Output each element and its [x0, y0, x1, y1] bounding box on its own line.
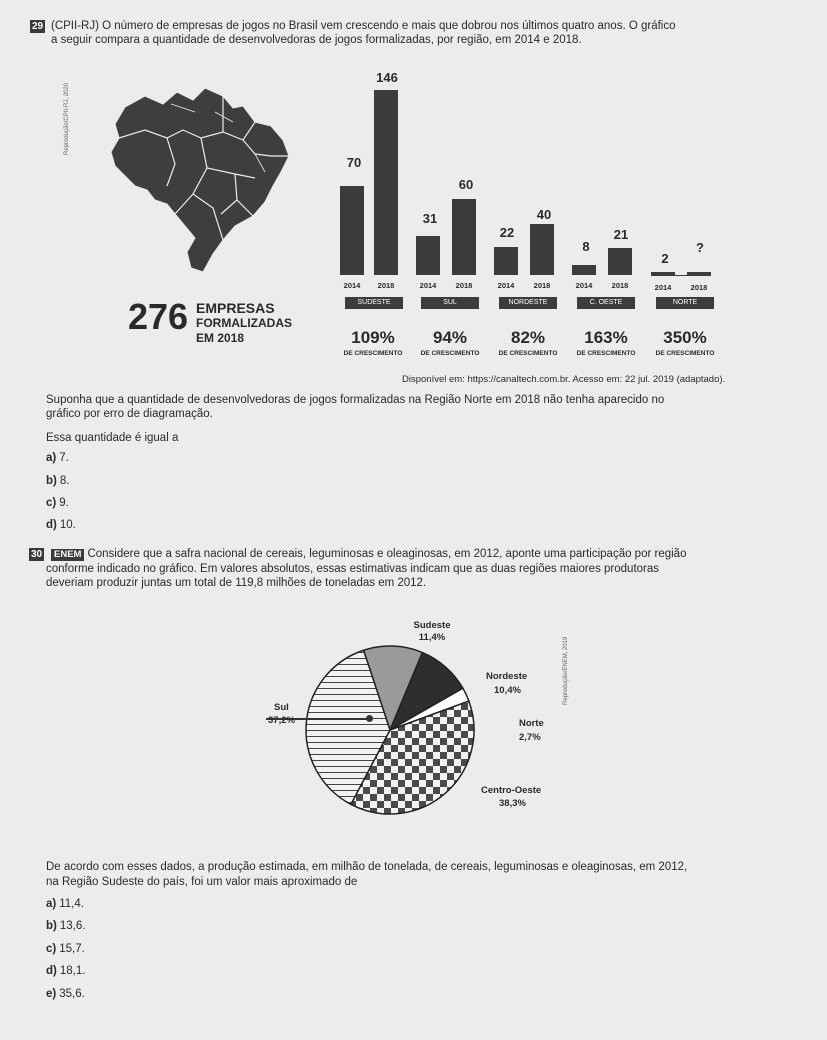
q29-option-a[interactable]: a) 7.	[46, 452, 69, 464]
growth-norte: 350%	[663, 328, 707, 347]
pie-value-centro-oeste: 38,3%	[499, 798, 526, 809]
value-label-sul-2018: 60	[458, 177, 474, 192]
growth-coeste: 163%	[584, 328, 628, 347]
bar-nordeste-2014	[494, 247, 518, 275]
image-credit-29: Reprodução/CPII-RJ, 2020	[64, 82, 70, 155]
norte-fraction-line	[651, 275, 711, 276]
q30-option-a[interactable]: a) 11,4.	[46, 898, 84, 910]
growth-caption: DE CRESCIMENTO	[498, 350, 558, 357]
bar-sul-2018	[452, 199, 476, 275]
pie-slices	[306, 646, 474, 814]
year-label: 2014	[497, 281, 515, 290]
q30-option-d[interactable]: d) 18,1.	[46, 965, 86, 977]
bars-coeste	[572, 0, 642, 275]
pie-label-centro-oeste: Centro-Oeste	[481, 785, 542, 796]
growth-caption: DE CRESCIMENTO	[576, 350, 636, 357]
q29-paragraph-2: gráfico por erro de diagramação.	[46, 408, 213, 420]
region-label-sul: SUL	[421, 297, 479, 309]
image-credit-30: Reprodução/ENEM, 2019	[563, 636, 569, 705]
region-label-sudeste: SUDESTE	[345, 297, 403, 309]
growth-caption: DE CRESCIMENTO	[420, 350, 480, 357]
value-label-norte-2014: 2	[661, 251, 669, 266]
bar-sul-2014	[416, 236, 440, 275]
pie-label-sul: Sul	[274, 702, 289, 713]
pie-value-norte: 2,7%	[519, 732, 541, 743]
growth-sudeste: 109%	[351, 328, 395, 347]
question-29-text-1: (CPII-RJ) O número de empresas de jogos no Brasil vem crescendo e mais que dobrou nos últimos quatro anos. O gráfico	[51, 20, 676, 32]
pie-label-sudeste: Sudeste	[413, 620, 451, 631]
question-30-text-1: ENEM Considere que a safra nacional de cereais, leguminosas e oleaginosas, em 2012, aponte uma participação por região	[51, 547, 686, 561]
q30-option-c[interactable]: c) 15,7.	[46, 943, 85, 955]
region-label-coeste: C. OESTE	[577, 297, 635, 309]
pie-value-sul: 37,2%	[268, 715, 295, 726]
year-label: 2018	[533, 281, 551, 290]
year-label: 2014	[343, 281, 361, 290]
question-29-number: 29	[31, 21, 44, 32]
total-label-3: EM 2018	[196, 331, 245, 345]
year-label: 2014	[419, 281, 437, 290]
question-29-text-2: a seguir compara a quantidade de desenvolvedoras de jogos formalizadas, por região, em 2014 e 2018.	[51, 34, 582, 46]
regional-pie-chart	[300, 640, 480, 820]
year-label: 2018	[690, 283, 708, 292]
bar-nordeste-2018	[530, 224, 554, 275]
bar-coeste-2014	[572, 265, 596, 275]
source-citation: Disponível em: https://canaltech.com.br. Acesso em: 22 jul. 2019 (adaptado).	[402, 374, 726, 385]
value-label-norte-2018: ?	[696, 240, 704, 255]
q30-option-e[interactable]: e) 35,6.	[46, 988, 85, 1000]
question-30-text-2: conforme indicado no gráfico. Em valores absolutos, essas estimativas indicam que as duas regiões maiores produtoras	[46, 563, 660, 575]
brazil-map	[105, 82, 300, 282]
growth-caption: DE CRESCIMENTO	[343, 350, 403, 357]
question-30-text-3: deveriam produzir juntas um total de 119,8 milhões de toneladas em 2012.	[46, 577, 427, 589]
value-label-coeste-2014: 8	[582, 239, 590, 254]
q29-option-b[interactable]: b) 8.	[46, 475, 70, 487]
value-label-sudeste-2018: 146	[376, 70, 398, 85]
value-label-nordeste-2014: 22	[499, 225, 515, 240]
pie-value-sudeste: 11,4%	[418, 632, 446, 643]
pie-leader-dot-sul	[366, 715, 373, 722]
bars-norte	[651, 0, 721, 275]
value-label-sudeste-2014: 70	[346, 155, 362, 170]
growth-caption: DE CRESCIMENTO	[655, 350, 715, 357]
growth-nordeste: 82%	[510, 328, 546, 347]
year-label: 2014	[575, 281, 593, 290]
value-label-nordeste-2018: 40	[536, 207, 552, 222]
year-label: 2018	[455, 281, 473, 290]
value-label-coeste-2018: 21	[613, 227, 629, 242]
q29-paragraph-1: Suponha que a quantidade de desenvolvedoras de jogos formalizadas na Região Norte em 2018 não tenha aparecido no	[46, 394, 665, 406]
total-number: 276	[128, 296, 189, 337]
total-label-2: FORMALIZADAS	[196, 316, 292, 330]
bar-norte-2014	[651, 272, 675, 275]
bar-sudeste-2014	[340, 186, 364, 275]
growth-sul: 94%	[432, 328, 468, 347]
year-label: 2014	[654, 283, 672, 292]
year-label: 2018	[611, 281, 629, 290]
pie-label-nordeste: Nordeste	[486, 671, 528, 682]
bar-sudeste-2018	[374, 90, 398, 275]
total-label-1: EMPRESAS	[196, 300, 275, 316]
pie-label-norte: Norte	[519, 718, 544, 729]
q30-question-2: na Região Sudeste do país, foi um valor mais aproximado de	[46, 876, 358, 888]
question-30-number: 30	[30, 549, 43, 560]
value-label-sul-2014: 31	[422, 211, 438, 226]
q29-option-c[interactable]: c) 9.	[46, 497, 69, 509]
pie-value-nordeste: 10,4%	[494, 685, 521, 696]
year-label: 2018	[377, 281, 395, 290]
enem-tag: ENEM	[51, 549, 84, 561]
q30-question-1: De acordo com esses dados, a produção estimada, em milhão de tonelada, de cereais, leguminosas e oleaginosas, em 2012,	[46, 861, 688, 873]
q29-option-d[interactable]: d) 10.	[46, 519, 76, 531]
q29-question: Essa quantidade é igual a	[46, 432, 179, 444]
bar-coeste-2018	[608, 248, 632, 275]
q30-option-b[interactable]: b) 13,6.	[46, 920, 86, 932]
bar-norte-2018	[687, 272, 711, 275]
region-label-norte: NORTE	[656, 297, 714, 309]
region-label-nordeste: NORDESTE	[499, 297, 557, 309]
